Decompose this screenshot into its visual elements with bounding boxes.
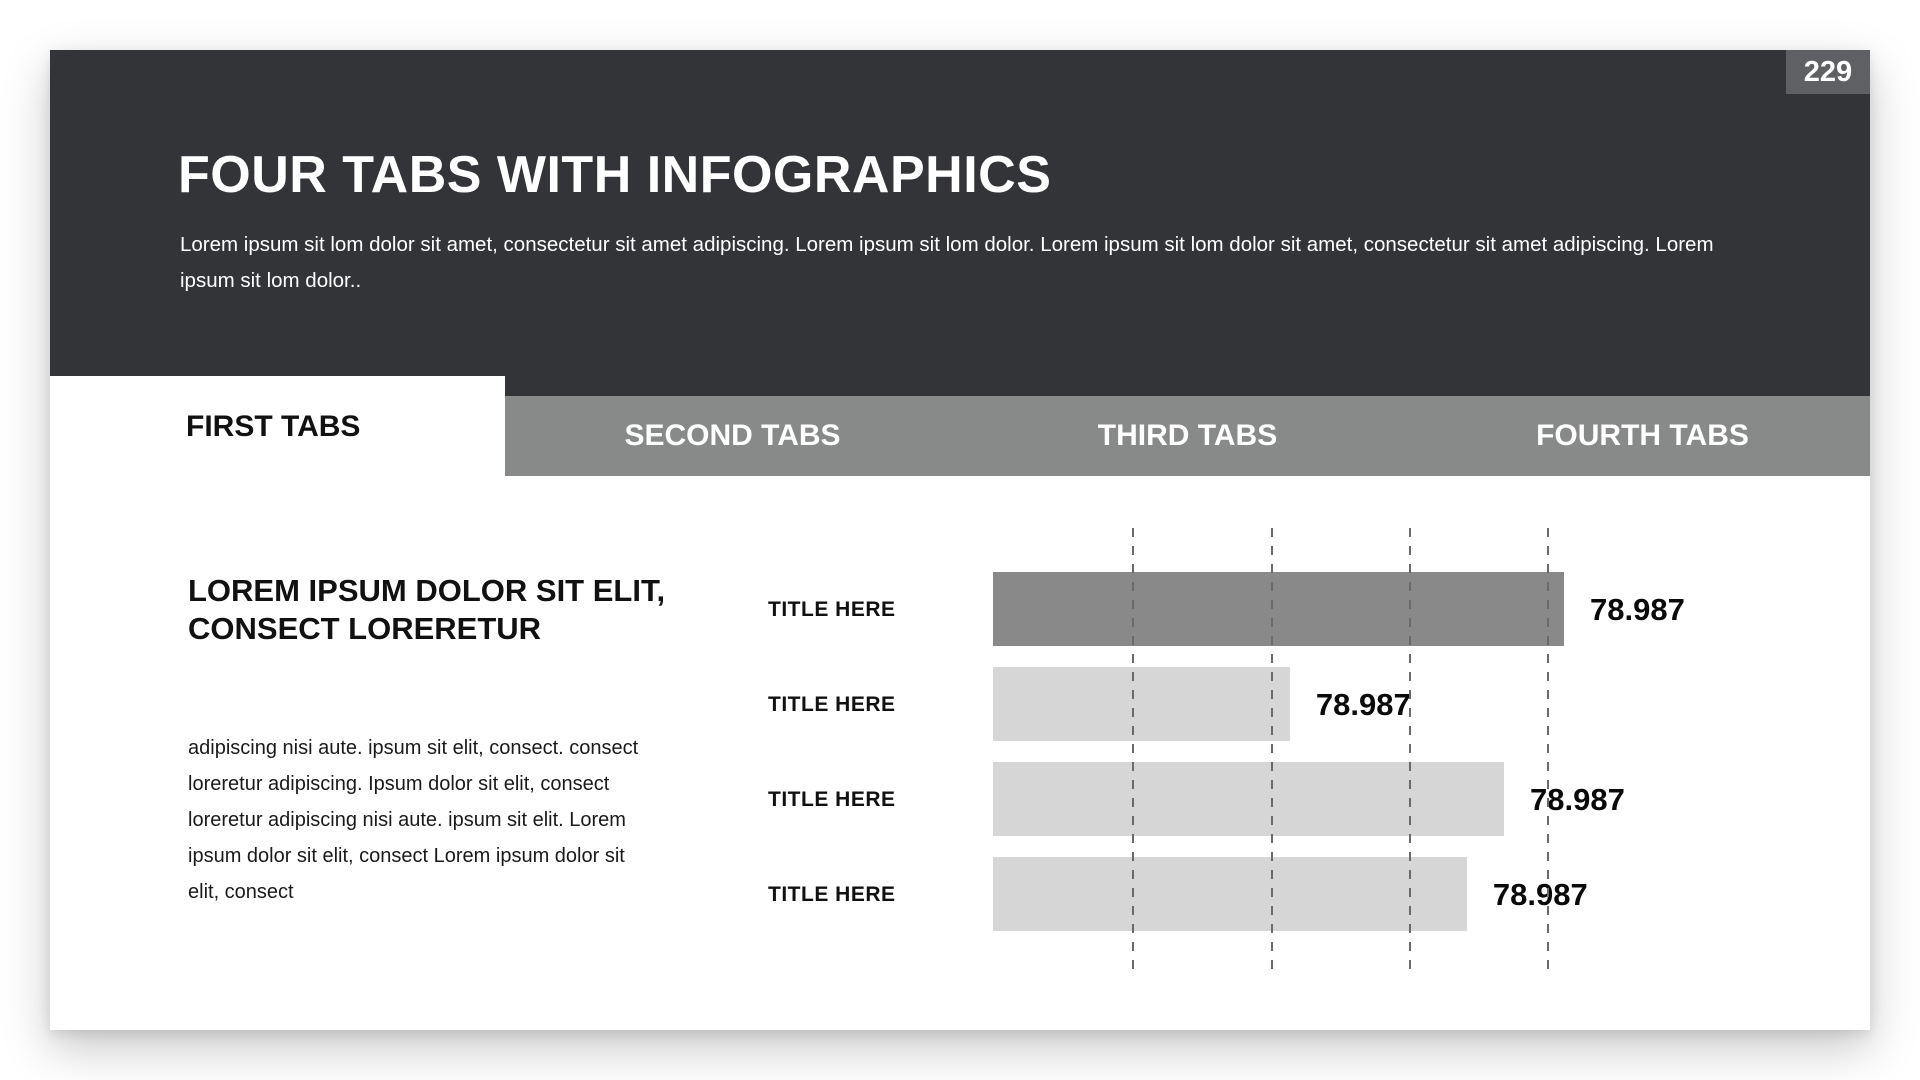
category-label-4: TITLE HERE <box>768 883 896 906</box>
category-label-3: TITLE HERE <box>768 788 896 811</box>
page-number-badge: 229 <box>1786 50 1870 94</box>
tab-first[interactable] <box>50 376 505 476</box>
tab-bar <box>505 396 1870 476</box>
page-title: FOUR TABS WITH INFOGRAPHICS <box>178 146 1052 204</box>
slide-card <box>50 50 1870 1030</box>
value-label-4: 78.987 <box>1492 877 1588 912</box>
content-body: adipiscing nisi aute. ipsum sit elit, consect. consect loreretur adipiscing. Ipsum dolor sit elit, consect loreretur adipiscing nisi aute. ipsum sit elit. Lorem ipsum dolor sit elit, consect Lorem ipsum dolor sit elit, consect <box>188 737 639 903</box>
bar-1 <box>993 572 1564 646</box>
tab-third[interactable]: THIRD TABS <box>1097 419 1278 452</box>
bar-4 <box>993 857 1467 931</box>
tab-second[interactable]: SECOND TABS <box>624 419 841 452</box>
bar-3 <box>993 762 1504 836</box>
value-label-1: 78.987 <box>1590 592 1685 627</box>
value-label-3: 78.987 <box>1530 782 1625 817</box>
category-label-1: TITLE HERE <box>768 598 896 621</box>
value-label-2: 78.987 <box>1315 687 1411 722</box>
content-heading: LOREM IPSUM DOLOR SIT ELIT, CONSECT LORERETUR <box>188 573 666 646</box>
page-subtitle: Lorem ipsum sit lom dolor sit amet, consectetur sit amet adipiscing. Lorem ipsum sit lom dolor. Lorem ipsum sit lom dolor sit amet, consectetur sit amet adipiscing. Lorem ipsum sit lom dolor.. <box>180 233 1714 292</box>
category-label-2: TITLE HERE <box>768 693 896 716</box>
bar-2 <box>993 667 1290 741</box>
tab-fourth[interactable]: FOURTH TABS <box>1536 419 1749 452</box>
tab-first-label: FIRST TABS <box>186 410 361 443</box>
header-panel <box>50 50 1870 396</box>
